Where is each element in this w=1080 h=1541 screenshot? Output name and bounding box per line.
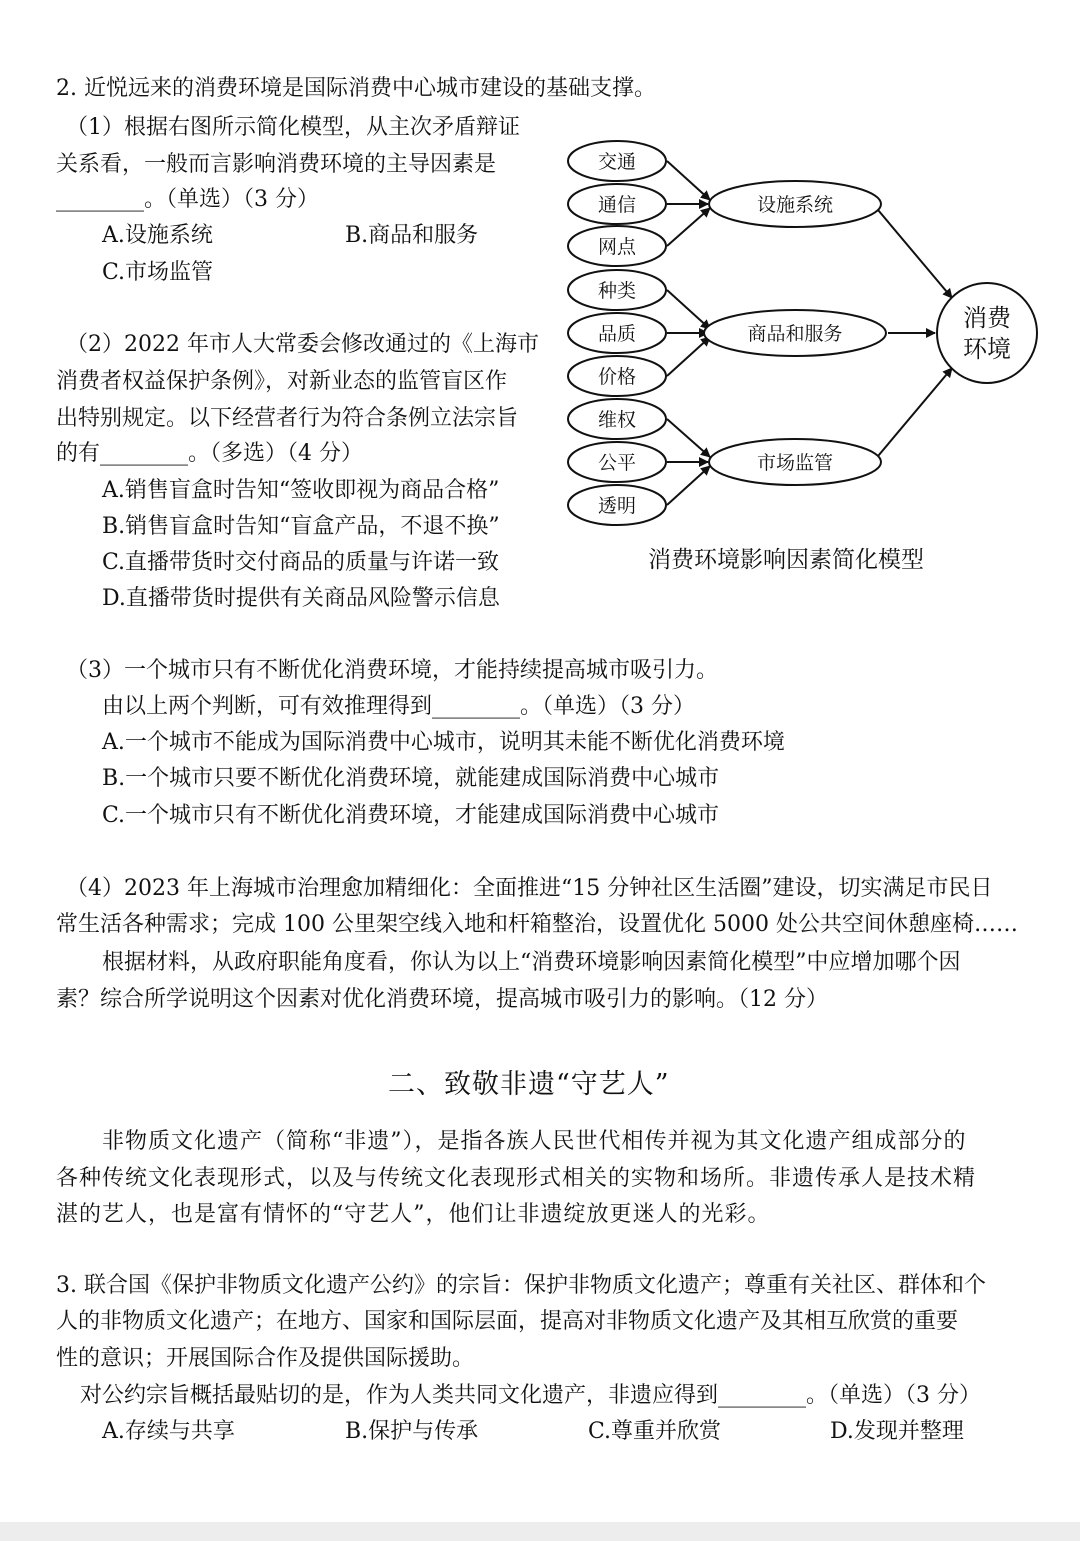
q2-stem: 2. 近悦远来的消费环境是国际消费中心城市建设的基础支撑。 bbox=[56, 76, 656, 101]
section-title: 二、致敬非遗“守艺人” bbox=[388, 1069, 670, 1100]
q2-p2-line1: （2）2022 年市人大常委会修改通过的《上海市 bbox=[66, 332, 539, 357]
leaf-label-jiage: 价格 bbox=[597, 366, 637, 388]
q3-option-c: C.尊重并欣赏 bbox=[588, 1419, 722, 1444]
q3-option-d: D.发现并整理 bbox=[830, 1419, 964, 1444]
leaf-label-jiaotong: 交通 bbox=[597, 151, 637, 173]
target-node-xiaofei-huanjing bbox=[937, 283, 1037, 383]
q2-p1-option-a: A.设施系统 bbox=[102, 223, 213, 248]
q3-line1: 3. 联合国《保护非物质文化遗产公约》的宗旨：保护非物质文化遗产；尊重有关社区、群体和个 bbox=[56, 1273, 986, 1298]
q2-p1-option-c: C.市场监管 bbox=[102, 260, 214, 285]
q2-p3-option-b: B.一个城市只要不断优化消费环境，就能建成国际消费中心城市 bbox=[102, 766, 720, 791]
q2-p4-line4: 素？综合所学说明这个因素对优化消费环境，提高城市吸引力的影响。（12 分） bbox=[56, 987, 828, 1012]
q2-p1-line1: （1）根据右图所示简化模型，从主次矛盾辩证 bbox=[66, 115, 520, 140]
target-label-line2: 环境 bbox=[963, 335, 1011, 363]
q2-p4-line2: 常生活各种需求；完成 100 公里架空线入地和杆箱整治，设置优化 5000 处公共空间休憩座椅…… bbox=[56, 912, 1018, 937]
group-label-shichang: 市场监管 bbox=[756, 452, 834, 474]
target-label-line1: 消费 bbox=[963, 304, 1011, 332]
arrow-shichang-to-target bbox=[873, 368, 952, 462]
q3-line3: 性的意识；开展国际合作及提供国际援助。 bbox=[56, 1346, 475, 1371]
section-intro-line2: 各种传统文化表现形式，以及与传统文化表现形式相关的实物和场所。非遗传承人是技术精 bbox=[56, 1166, 977, 1191]
q2-p2-option-b: B.销售盲盒时告知“盲盒产品，不退不换” bbox=[102, 514, 500, 539]
q2-p1-option-b: B.商品和服务 bbox=[345, 223, 479, 248]
arrow-weiquan-to-shichang bbox=[667, 419, 710, 457]
group-label-shangpin: 商品和服务 bbox=[747, 323, 843, 345]
arrow-zhonglei-to-shangpin bbox=[667, 290, 710, 329]
q2-p4-line3: 根据材料，从政府职能角度看，你认为以上“消费环境影响因素简化模型”中应增加哪个因 bbox=[102, 950, 961, 975]
q2-p4-line1: （4）2023 年上海城市治理愈加精细化：全面推进“15 分钟社区生活圈”建设，切实满足市民日 bbox=[66, 876, 993, 901]
q3-option-a: A.存续与共享 bbox=[102, 1419, 235, 1444]
arrow-jiage-to-shangpin bbox=[667, 337, 710, 376]
leaf-label-gongping: 公平 bbox=[597, 452, 637, 474]
arrow-wangdian-to-sheshi bbox=[667, 208, 710, 246]
q2-p2-option-c: C.直播带货时交付商品的质量与许诺一致 bbox=[102, 550, 500, 575]
arrow-jiaotong-to-sheshi bbox=[667, 161, 710, 200]
q2-p3-line2: 由以上两个判断，可有效推理得到________。（单选）（3 分） bbox=[102, 694, 695, 719]
q3-line4: 对公约宗旨概括最贴切的是，作为人类共同文化遗产，非遗应得到________。（单选）（3 分） bbox=[80, 1383, 981, 1408]
leaf-label-wangdian: 网点 bbox=[597, 236, 637, 258]
q2-p3-line1: （3）一个城市只有不断优化消费环境，才能持续提高城市吸引力。 bbox=[66, 658, 718, 683]
section-intro-line1: 非物质文化遗产（简称“非遗”），是指各族人民世代相传并视为其文化遗产组成部分的 bbox=[102, 1129, 967, 1154]
leaf-label-tongxin: 通信 bbox=[597, 194, 637, 216]
q2-p2-line4: 的有________。（多选）（4 分） bbox=[56, 441, 363, 466]
scan-edge-shade bbox=[0, 1522, 1080, 1541]
leaf-label-weiquan: 维权 bbox=[597, 409, 637, 431]
diagram-caption: 消费环境影响因素简化模型 bbox=[648, 547, 924, 573]
leaf-label-pinzhi: 品质 bbox=[597, 323, 637, 345]
q2-p3-option-c: C.一个城市只有不断优化消费环境，才能建成国际消费中心城市 bbox=[102, 803, 720, 828]
leaf-label-zhonglei: 种类 bbox=[597, 280, 637, 302]
q2-p2-line2: 消费者权益保护条例》，对新业态的监管盲区作 bbox=[56, 369, 508, 394]
leaf-label-touming: 透明 bbox=[597, 495, 637, 517]
q2-p2-line3: 出特别规定。以下经营者行为符合条例立法宗旨 bbox=[56, 406, 519, 431]
q2-p1-line2: 关系看，一般而言影响消费环境的主导因素是 bbox=[56, 152, 497, 177]
arrow-touming-to-shichang bbox=[667, 466, 710, 505]
arrow-sheshi-to-target bbox=[873, 204, 952, 298]
group-label-sheshi: 设施系统 bbox=[756, 194, 834, 216]
section-intro-line3: 湛的艺人，也是富有情怀的“守艺人”，他们让非遗绽放更迷人的光彩。 bbox=[56, 1202, 771, 1227]
q2-p2-option-a: A.销售盲盒时告知“签收即视为商品合格” bbox=[102, 478, 500, 503]
q3-line2: 人的非物质文化遗产；在地方、国家和国际层面，提高对非物质文化遗产及其相互欣赏的重要 bbox=[56, 1309, 959, 1334]
q2-p3-option-a: A.一个城市不能成为国际消费中心城市，说明其未能不断优化消费环境 bbox=[102, 730, 785, 755]
q2-p1-line3: ________。（单选）（3 分） bbox=[56, 187, 319, 212]
q2-p2-option-d: D.直播带货时提供有关商品风险警示信息 bbox=[102, 586, 500, 611]
q3-option-b: B.保护与传承 bbox=[345, 1419, 479, 1444]
